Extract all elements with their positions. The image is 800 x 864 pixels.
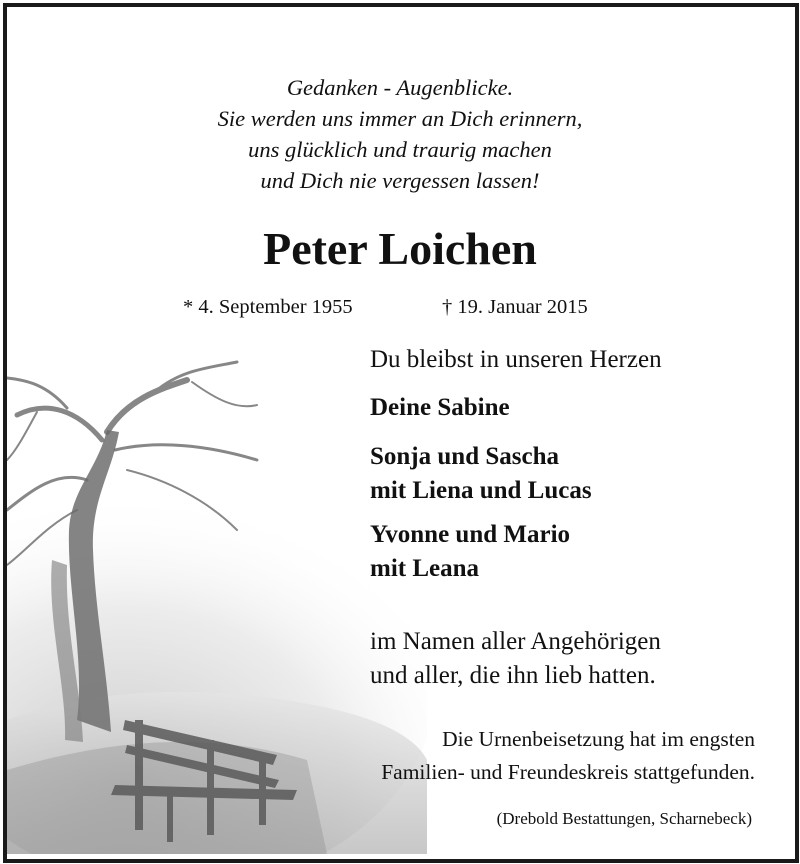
family-member: Sonja und Sascha bbox=[370, 443, 559, 470]
burial-note: Familien- und Freundeskreis stattgefunden. bbox=[381, 760, 755, 784]
closing-line: im Namen aller Angehörigen bbox=[370, 628, 661, 655]
poem-line: und Dich nie vergessen lassen! bbox=[260, 168, 540, 193]
tree-bench-illustration bbox=[7, 360, 427, 854]
closing-line: und aller, die ihn lieb hatten. bbox=[370, 662, 656, 689]
family-member: Yvonne und Mario bbox=[370, 521, 571, 548]
family-member: mit Leana bbox=[370, 555, 480, 582]
poem-line: uns glücklich und traurig machen bbox=[248, 137, 552, 162]
birth-date: * 4. September 1955 bbox=[183, 296, 353, 318]
tribute-line: Du bleibst in unseren Herzen bbox=[370, 346, 662, 373]
family-member: mit Liena und Lucas bbox=[370, 477, 592, 504]
undertaker-credit: (Drebold Bestattungen, Scharnebeck) bbox=[496, 809, 752, 828]
burial-note: Die Urnenbeisetzung hat im engsten bbox=[442, 727, 755, 751]
poem bbox=[0, 72, 800, 196]
poem-line: Sie werden uns immer an Dich erinnern, bbox=[217, 106, 583, 131]
poem-line: Gedanken - Augenblicke. bbox=[286, 75, 514, 100]
family-member: Deine Sabine bbox=[370, 394, 510, 421]
death-date: † 19. Januar 2015 bbox=[442, 296, 588, 318]
deceased-name: Peter Loichen bbox=[263, 223, 537, 274]
